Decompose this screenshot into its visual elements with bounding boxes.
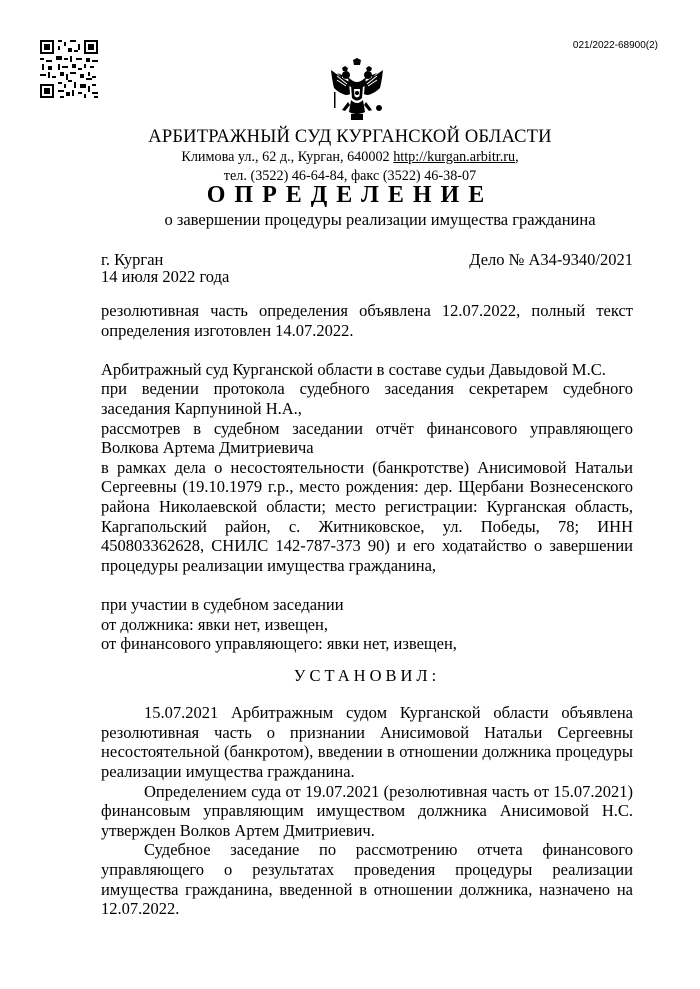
- court-phones: тел. (3522) 46-64-84, факс (3522) 46-38-07: [223, 168, 477, 184]
- participation-line: от должника: явки нет, извещен,: [101, 614, 328, 634]
- case-number: Дело № А34-9340/2021: [469, 250, 633, 269]
- composition-line: при ведении протокола судебного заседания секретарем судебного заседания Карпуниной Н.А.,: [101, 379, 633, 418]
- address-text: Климова ул., 62 д., Курган, 640002: [181, 149, 390, 165]
- court-website-link[interactable]: http://kurgan.arbitr.ru: [393, 149, 516, 165]
- qr-code-icon: [40, 40, 98, 98]
- city: г. Курган: [101, 250, 164, 269]
- participation-line: от финансового управляющего: явки нет, извещен,: [101, 634, 457, 654]
- document-id: 021/2022-68900(2): [572, 40, 658, 51]
- participation-line: при участии в судебном заседании: [101, 594, 344, 614]
- established-heading: УСТАНОВИЛ:: [293, 665, 441, 685]
- document-body: [101, 301, 633, 919]
- address-comma: ,: [515, 149, 519, 165]
- decision-date: 14 июля 2022 года: [101, 267, 230, 286]
- body-paragraph: 15.07.2021 Арбитражным судом Курганской области объявлена резолютивная часть о признании Анисимовой Натальи Сергеевны несостоятельной (банкротом), введении в отношении должника процедуры реализации имущества гражданина.: [101, 703, 633, 782]
- court-name: АРБИТРАЖНЫЙ СУД КУРГАНСКОЙ ОБЛАСТИ: [148, 127, 552, 147]
- body-paragraph: Судебное заседание по рассмотрению отчета финансового управляющего о результатах проведения процедуры реализации имущества гражданина, введенной в отношении должника, назначено на 12.07.2022.: [101, 840, 633, 919]
- body-paragraph: Определением суда от 19.07.2021 (резолютивная часть от 15.07.2021) финансовым управляющим имуществом должника Анисимовой Н.С. утвержден Волков Артем Дмитриевич.: [101, 781, 633, 840]
- document-title: ОПРЕДЕЛЕНИЕ: [206, 182, 494, 208]
- court-address: [0, 149, 700, 166]
- composition-line: Арбитражный суд Курганской области в составе судьи Давыдовой М.С.: [101, 359, 606, 379]
- composition-line: в рамках дела о несостоятельности (банкротстве) Анисимовой Натальи Сергеевны (19.10.1979 г.р., место рождения: дер. Щербани Вознесенского района Николаевской области; место регистрации: Курганская область, Каргапольский район, с. Житниковское, ул. Победы, 78; ИНН 450803362628, СНИЛС 142-787-373 90) и его ходатайство о завершении процедуры реализации имущества гражданина,: [101, 457, 633, 575]
- document-subject: о завершении процедуры реализации имущества гражданина: [164, 210, 596, 229]
- composition-line: рассмотрев в судебном заседании отчёт финансового управляющего Волкова Артема Дмитриевича: [101, 418, 633, 458]
- coat-of-arms-icon: [329, 58, 385, 124]
- intro-paragraph: резолютивная часть определения объявлена 12.07.2022, полный текст определения изготовлен 14.07.2022.: [101, 301, 633, 340]
